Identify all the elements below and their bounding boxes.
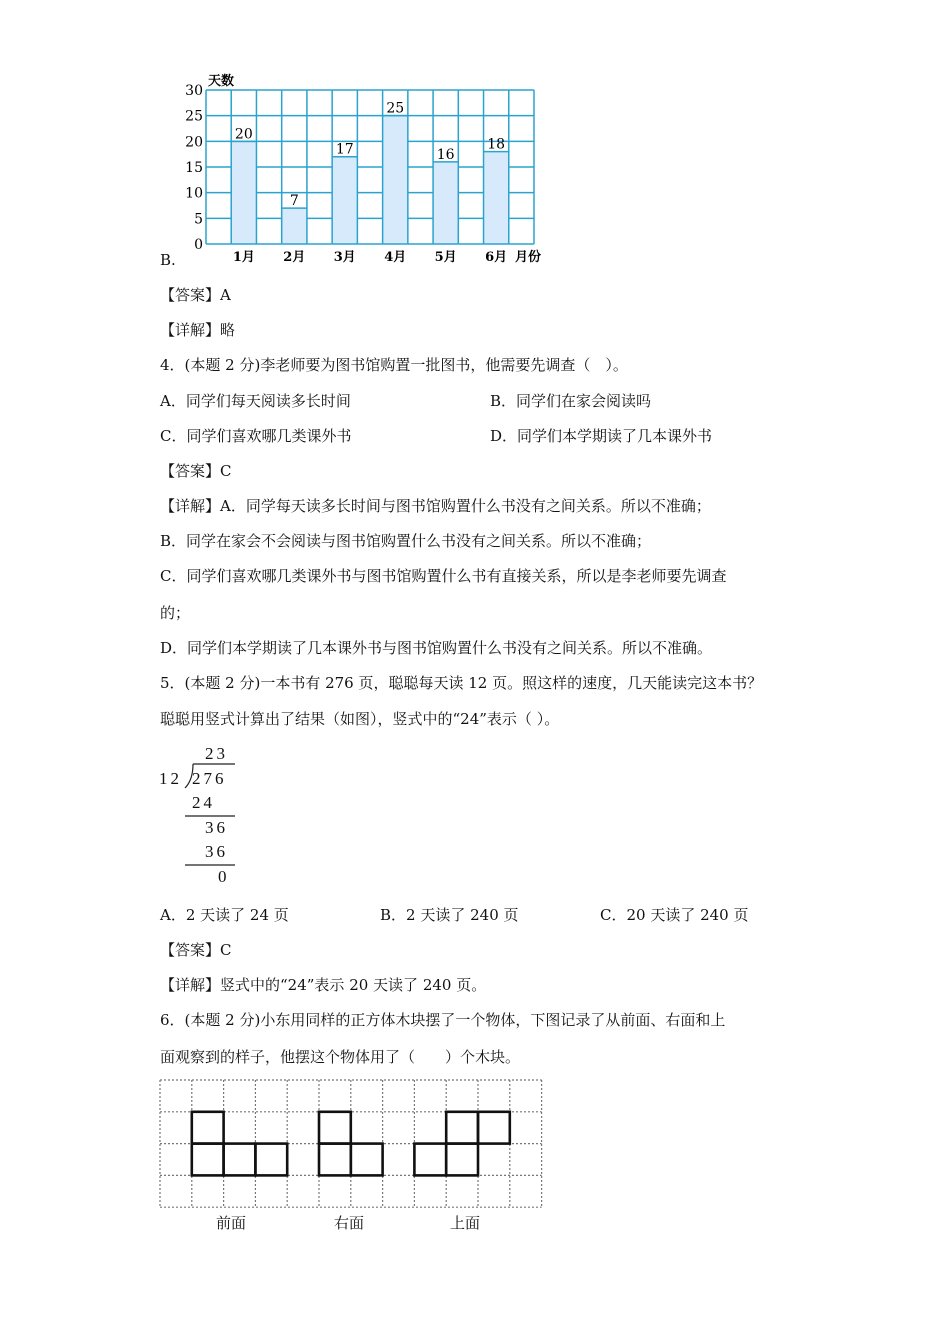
y-tick-label: 5 — [194, 211, 203, 228]
view-label-front: 前面 — [216, 1214, 247, 1232]
q3-explain: 【详解】略 — [160, 321, 236, 339]
y-tick-label: 10 — [185, 185, 203, 202]
q6-stem-2: 面观察到的样子，他摆这个物体用了（ ）个木块。 — [160, 1048, 521, 1066]
q4-option-b: B．同学们在家会阅读吗 — [490, 392, 652, 410]
q4-explain-4: 的； — [160, 604, 191, 622]
view-block — [319, 1112, 351, 1144]
y-tick-label: 30 — [185, 83, 203, 99]
q5-stem-2: 聪聪用竖式计算出了结果（如图），竖式中的“24”表示（ ）。 — [160, 710, 560, 728]
q6-stem-1: 6．(本题 2 分)小东用同样的正方体木块摆了一个物体，下图记录了从前面、右面和上 — [160, 1011, 726, 1029]
view-block — [255, 1144, 287, 1176]
q4-option-c: C．同学们喜欢哪几类课外书 — [160, 427, 352, 445]
divisor: 12 — [159, 769, 182, 788]
data-label: 18 — [487, 136, 506, 153]
option-b-label: B. — [160, 251, 176, 269]
y-tick-label: 0 — [194, 237, 203, 253]
q5-option-a: A．2 天读了 24 页 — [160, 906, 289, 924]
bar — [433, 162, 458, 244]
q4-option-d: D．同学们本学期读了几本课外书 — [490, 427, 713, 445]
bar — [231, 141, 256, 244]
product-2: 36 — [205, 842, 228, 861]
data-label: 17 — [335, 141, 354, 158]
view-label-top: 上面 — [450, 1214, 481, 1232]
division-bracket — [155, 740, 245, 890]
q5-option-b: B．2 天读了 240 页 — [380, 906, 519, 924]
bar — [332, 157, 357, 244]
data-label: 16 — [436, 146, 455, 163]
data-label: 20 — [234, 126, 253, 143]
q3-answer: 【答案】A — [160, 286, 231, 304]
y-tick-label: 20 — [185, 134, 203, 151]
q4-explain-2: B．同学在家会不会阅读与图书馆购置什么书没有之间关系。所以不准确； — [160, 532, 652, 550]
q5-option-c: C．20 天读了 240 页 — [600, 906, 749, 924]
remainder-1: 36 — [205, 818, 228, 837]
q4-stem: 4．(本题 2 分)李老师要为图书馆购置一批图书，他需要先调查（ ）。 — [160, 356, 628, 374]
x-axis-label: 月份 — [515, 250, 542, 265]
view-block — [192, 1144, 224, 1176]
bar — [282, 208, 307, 244]
view-label-right: 右面 — [334, 1214, 365, 1232]
product-1: 24 — [192, 793, 215, 812]
q5-answer: 【答案】C — [160, 941, 232, 959]
data-label: 7 — [289, 193, 299, 210]
three-views-figure — [155, 1075, 550, 1215]
y-axis-label: 天数 — [208, 74, 235, 89]
view-block — [192, 1112, 224, 1144]
x-tick-label: 6月 — [485, 250, 508, 265]
dividend: 276 — [192, 769, 227, 788]
view-block — [446, 1112, 478, 1144]
view-block — [351, 1144, 383, 1176]
y-tick-label: 25 — [185, 108, 203, 125]
x-tick-label: 4月 — [384, 250, 407, 265]
view-block — [224, 1144, 256, 1176]
quotient: 23 — [205, 744, 228, 763]
bar — [484, 152, 509, 244]
q4-explain-3: C．同学们喜欢哪几类课外书与图书馆购置什么书有直接关系，所以是李老师要先调查 — [160, 567, 727, 585]
data-label: 25 — [386, 100, 405, 117]
bar-chart — [0, 0, 950, 280]
q4-option-a: A．同学们每天阅读多长时间 — [160, 392, 351, 410]
view-block — [414, 1144, 446, 1176]
q5-stem-1: 5．(本题 2 分)一本书有 276 页，聪聪每天读 12 页。照这样的速度，几天能读完这本书？ — [160, 674, 763, 692]
q4-explain-1: 【详解】A．同学每天读多长时间与图书馆购置什么书没有之间关系。所以不准确； — [160, 497, 711, 515]
view-block — [446, 1144, 478, 1176]
remainder-2: 0 — [218, 867, 230, 886]
view-block — [319, 1144, 351, 1176]
x-tick-label: 1月 — [232, 250, 255, 265]
bar — [383, 116, 408, 244]
q4-explain-5: D．同学们本学期读了几本课外书与图书馆购置什么书没有之间关系。所以不准确。 — [160, 639, 713, 657]
y-tick-label: 15 — [185, 160, 203, 176]
x-tick-label: 3月 — [333, 250, 356, 265]
long-division — [155, 740, 245, 890]
x-tick-label: 5月 — [434, 250, 457, 265]
view-block — [478, 1112, 510, 1144]
q5-explain: 【详解】竖式中的“24”表示 20 天读了 240 页。 — [160, 976, 487, 994]
q4-answer: 【答案】C — [160, 462, 232, 480]
x-tick-label: 2月 — [283, 250, 306, 265]
